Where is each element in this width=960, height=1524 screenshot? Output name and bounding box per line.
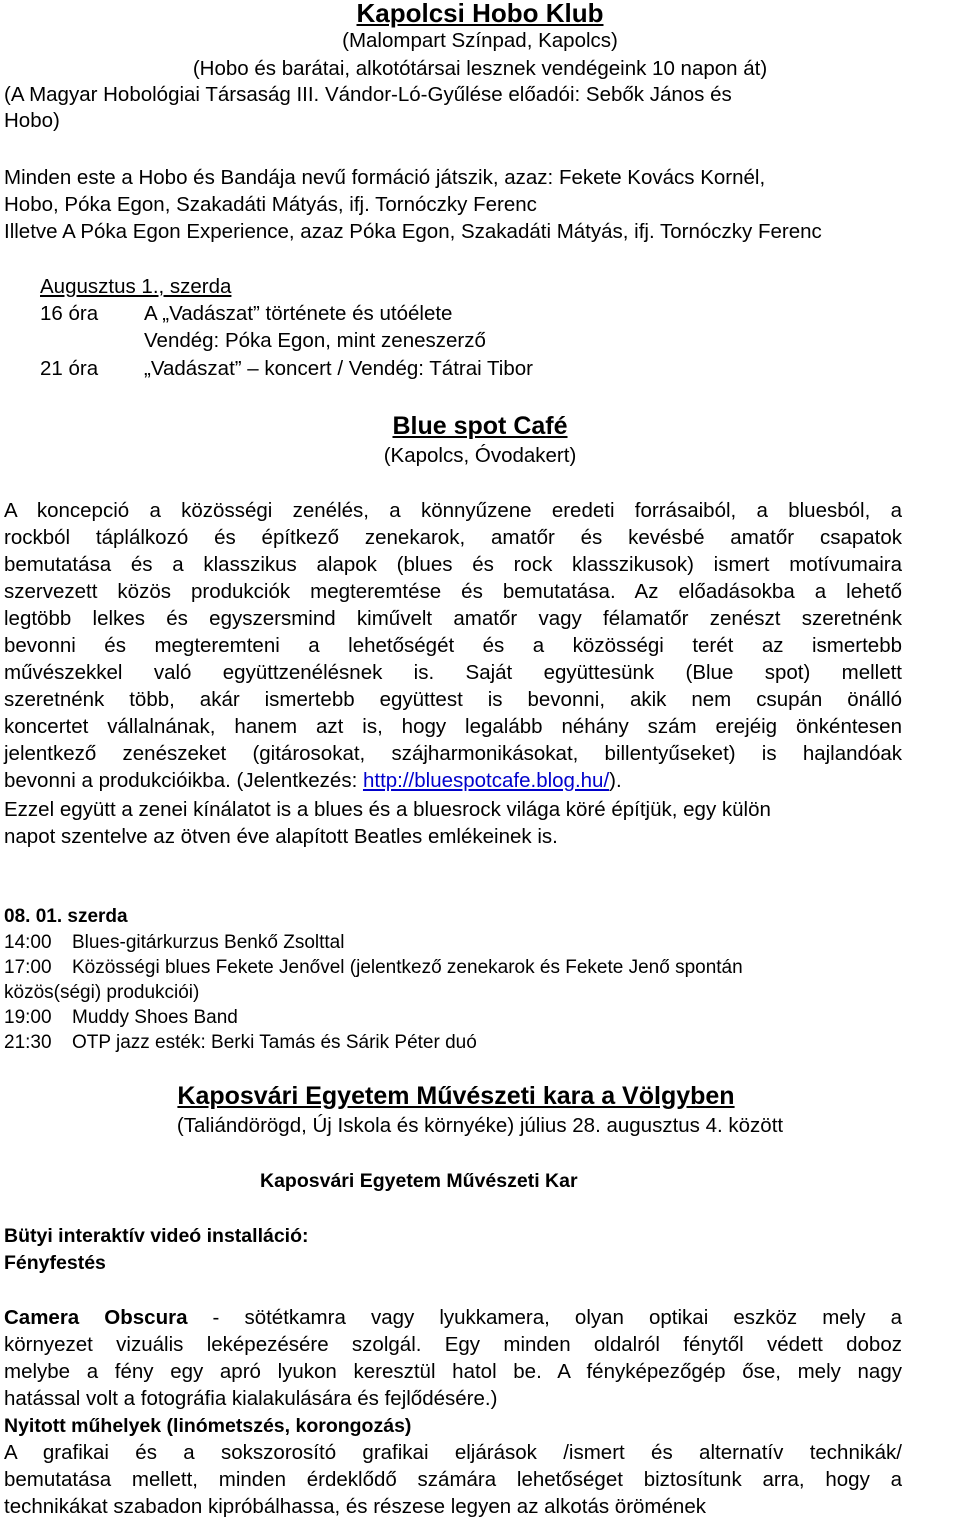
item-heading: Nyitott műhelyek (linómetszés, korongozás) [4, 1415, 412, 1437]
section-title-hobo-klub: Kapolcsi Hobo Klub [356, 0, 604, 28]
paragraph-line [4, 1305, 902, 1331]
event-guest: Vendég: Póka Egon, mint zeneszerző [144, 329, 486, 352]
schedule-text: Közösségi blues Fekete Jenővel (jelentkező zenekarok és Fekete Jenő spontán [72, 957, 743, 978]
section-title-bluespot: Blue spot Café [392, 412, 568, 440]
paragraph-line: szeretnénk több, akár ismertebb együttest is bevonni, akik nem csupán önálló [4, 688, 902, 711]
paragraph-line: technikákat szabadon kipróbálhassa, és részese legyen az alkotás örömének [4, 1495, 706, 1518]
paragraph-line: koncertet vállalnának, hanem azt is, hogy legalább néhány szám erejéig önkéntesen [4, 715, 902, 738]
event-title: A „Vadászat” története és utóélete [144, 302, 453, 325]
schedule-time: 19:00 [4, 1007, 52, 1028]
venue-line: (Taliándörögd, Új Iskola és környéke) július 28. augusztus 4. között [176, 1114, 784, 1137]
paragraph-line: melybe a fény egy apró lyukon keresztül hatol be. A fényképezőgép őse, mely nagy [4, 1360, 902, 1383]
subtitle-line: (A Magyar Hobológiai Társaság III. Vándor-Ló-Gyűlése előadói: Sebők János és [4, 83, 732, 106]
paragraph-line: Ezzel együtt a zenei kínálatot is a blues és a bluesrock világa köré építjük, egy külön [4, 798, 771, 821]
paragraph-line: környezet vizuális leképezésére szolgál. Egy minden oldalról fénytől védett doboz [4, 1333, 902, 1356]
subtitle-line: Hobo) [4, 109, 60, 132]
schedule-text: Muddy Shoes Band [72, 1007, 238, 1028]
paragraph-line: bemutatása mellett, minden érdeklődő számára lehetőséget biztosítunk arra, hogy a [4, 1468, 902, 1491]
schedule-row [4, 955, 743, 981]
section-title-kaposvar: Kaposvári Egyetem Művészeti kara a Völgyben [177, 1082, 735, 1110]
schedule-row-cont: közös(ségi) produkciói) [4, 982, 200, 1003]
registration-link[interactable]: http://bluespotcafe.blog.hu/ [362, 769, 610, 792]
item-heading: Fényfestés [4, 1252, 106, 1274]
paragraph-line: hatással volt a fotográfia kialakulására és fejlődésére.) [4, 1387, 498, 1410]
venue-line: (Malompart Színpad, Kapolcs) [342, 29, 618, 52]
paragraph-line [4, 768, 622, 794]
paragraph-line: napot szentelve az ötven éve alapított Beatles emlékeinek is. [4, 825, 558, 848]
paragraph-line: bevonni és megteremteni a lehetőségét és a közösségi terét az ismertebb [4, 634, 902, 657]
paragraph-text: - sötétkamra vagy lyukkamera, olyan optikai eszköz mely a [187, 1306, 902, 1329]
schedule-row [4, 930, 344, 956]
subtitle-line: (Hobo és barátai, alkotótársai lesznek vendégeink 10 napon át) [192, 57, 768, 80]
event-time: 16 óra [40, 302, 99, 325]
schedule-text: OTP jazz esték: Berki Tamás és Sárik Péter duó [72, 1032, 477, 1053]
schedule-row [4, 1005, 238, 1031]
schedule-date: 08. 01. szerda [4, 906, 128, 927]
event-title: „Vadászat” – koncert / Vendég: Tátrai Tibor [144, 357, 533, 380]
paragraph-text: bevonni a produkcióikba. (Jelentkezés: [4, 769, 363, 792]
intro-line: Minden este a Hobo és Bandája nevű formáció játszik, azaz: Fekete Kovács Kornél, [4, 166, 766, 189]
paragraph-line: rockból táplálkozó és építkező zenekarok, amatőr és kevésbé amatőr csapatok [4, 526, 902, 549]
schedule-time: 14:00 [4, 932, 52, 953]
intro-line: Illetve A Póka Egon Experience, azaz Póka Egon, Szakadáti Mátyás, ifj. Tornóczky Ferenc [4, 220, 822, 243]
schedule-row [4, 1030, 477, 1056]
venue-line: (Kapolcs, Óvodakert) [383, 444, 577, 467]
schedule-time: 17:00 [4, 957, 52, 978]
event-time: 21 óra [40, 357, 99, 380]
paragraph-line: jelentkező zenészeket (gitárosokat, szájharmonikásokat, billentyűseket) is hajlandóak [4, 742, 902, 765]
item-heading: Bütyi interaktív videó installáció: [4, 1225, 309, 1247]
paragraph-line: művészekkel való együttzenélésnek is. Saját együttesünk (Blue spot) mellett [4, 661, 902, 684]
schedule-text: Blues-gitárkurzus Benkő Zsolttal [72, 932, 345, 953]
schedule-time: 21:30 [4, 1032, 52, 1053]
item-heading: Camera Obscura [4, 1306, 188, 1329]
paragraph-line: A koncepció a közösségi zenélés, a könnyűzene eredeti forrásaiból, a bluesból, a [4, 499, 902, 522]
organizer: Kaposvári Egyetem Művészeti Kar [260, 1170, 578, 1192]
paragraph-text: ). [609, 769, 622, 792]
intro-line: Hobo, Póka Egon, Szakadáti Mátyás, ifj. Tornóczky Ferenc [4, 193, 537, 216]
paragraph-line: legtöbb lelkes és egyszersmind kiművelt amatőr vagy félamatőr zenészt szeretnénk [4, 607, 902, 630]
event-date: Augusztus 1., szerda [40, 275, 232, 298]
paragraph-line: szervezett közös produkciók megteremtése és bemutatása. Az előadásokba a lehető [4, 580, 902, 603]
paragraph-line: A grafikai és a sokszorosító grafikai eljárások /ismert és alternatív technikák/ [4, 1441, 902, 1464]
paragraph-line: bemutatása és a klasszikus alapok (blues és rock klasszikusok) ismert motívumaira [4, 553, 902, 576]
